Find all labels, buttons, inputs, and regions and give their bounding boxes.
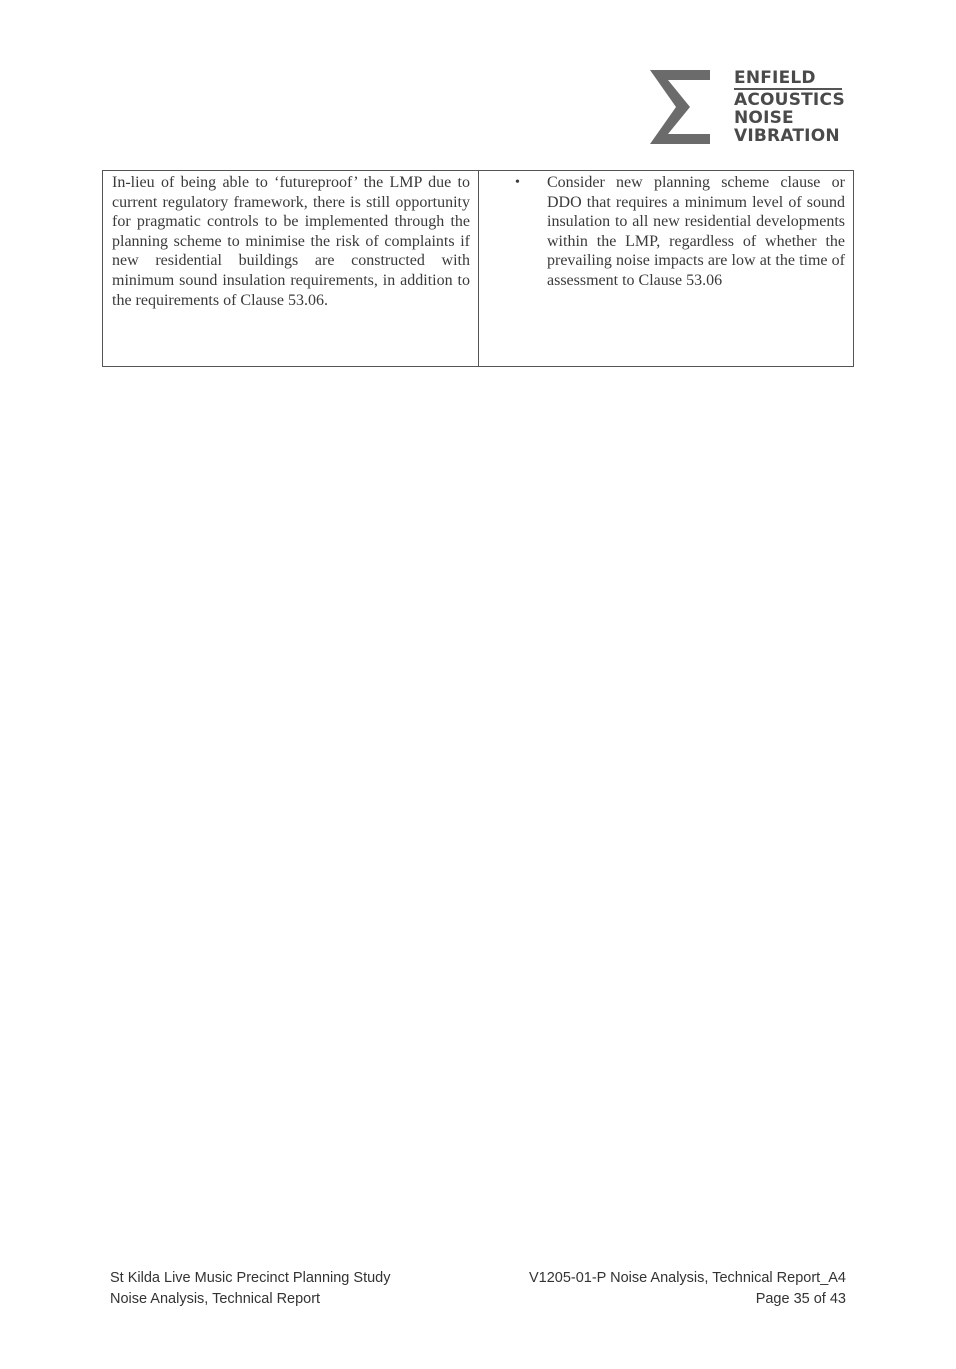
logo-line-vibration: VIBRATION — [734, 126, 840, 146]
recommendation-table — [102, 170, 854, 367]
logo-line-acoustics: ACOUSTICS — [734, 90, 845, 110]
bullet-icon: • — [515, 175, 520, 190]
table-cell-issue: In-lieu of being able to ‘futureproof’ the LMP due to current regulatory framework, there is still opportunity for pragmatic controls to be implemented through the planning scheme to minimise the risk of complaints if new residential buildings are constructed with minimum sound insulation requirements, in addition to the requirements of Clause 53.06. — [103, 171, 479, 366]
footer-right — [529, 1268, 846, 1310]
logo-wordmark — [734, 69, 845, 145]
logo-line-noise: NOISE — [734, 108, 794, 128]
company-logo — [646, 66, 846, 148]
table-cell-recommendation — [479, 171, 853, 366]
footer-page-number: Page 35 of 43 — [755, 1291, 846, 1307]
footer-document-id: V1205-01-P Noise Analysis, Technical Report_A4 — [528, 1270, 846, 1286]
footer-left — [110, 1268, 390, 1310]
footer-report-title: Noise Analysis, Technical Report — [110, 1291, 321, 1307]
footer-study-title: St Kilda Live Music Precinct Planning Study — [110, 1270, 391, 1286]
sigma-logo-icon — [646, 68, 714, 146]
logo-line-enfield: ENFIELD — [734, 69, 842, 90]
recommendation-text: Consider new planning scheme clause or DDO that requires a minimum level of sound insulation to all new residential developments within the LMP, regardless of whether the prevailing noise impacts are low at the time of assessment to Clause 53.06 — [547, 174, 845, 289]
